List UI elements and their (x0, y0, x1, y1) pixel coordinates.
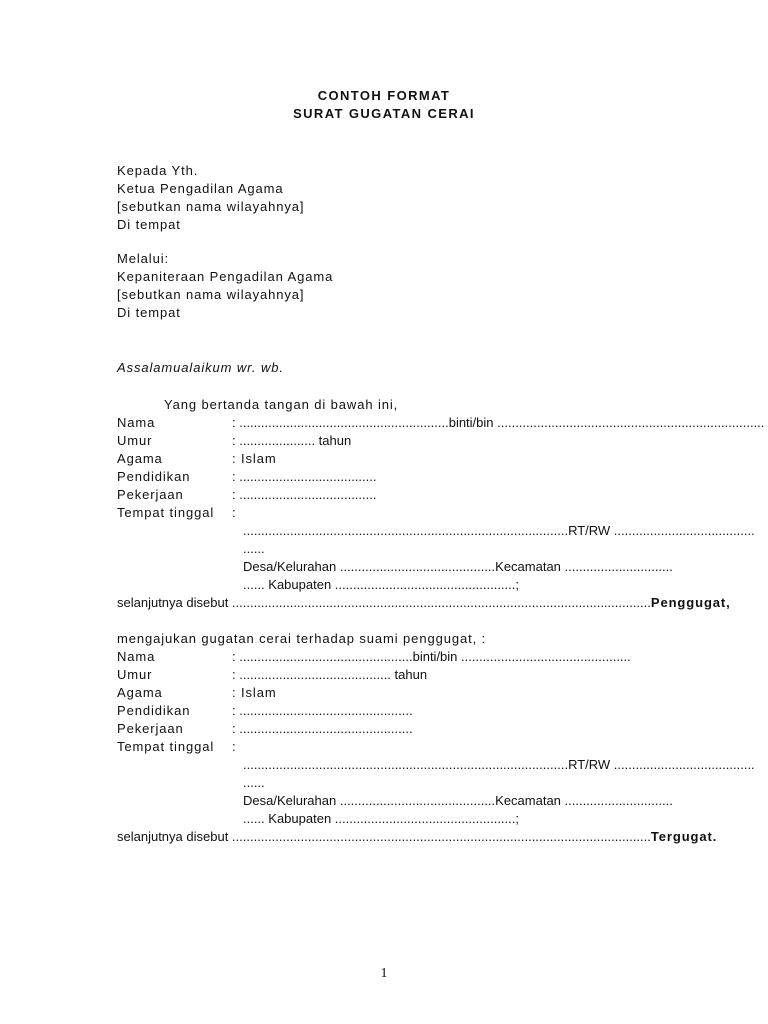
field-value-nama: : ................................................binti/bin ............................................... (232, 649, 631, 664)
address-line: ...... (243, 775, 265, 790)
address-line: ..........................................................................................RT/RW ....................................... (243, 757, 755, 772)
address-line: Desa/Kelurahan ...........................................Kecamatan .............................. (243, 559, 673, 574)
field-label-tempat-tinggal: Tempat tinggal (117, 505, 215, 520)
field-label-pekerjaan: Pekerjaan (117, 721, 184, 736)
field-value-agama: : Islam (232, 685, 277, 700)
doc-title-line1: CONTOH FORMAT (317, 88, 451, 103)
lawsuit-statement: mengajukan gugatan cerai terhadap suami penggugat, : (117, 631, 487, 646)
intro-text: Yang bertanda tangan di bawah ini, (164, 397, 399, 412)
via-line: Di tempat (117, 305, 181, 320)
field-value-umur: : .......................................... tahun (232, 667, 428, 682)
field-value-pekerjaan: : ...................................... (232, 487, 377, 502)
addressee-line: [sebutkan nama wilayahnya] (117, 199, 305, 214)
field-value-pendidikan: : ................................................ (232, 703, 413, 718)
greeting: Assalamualaikum wr. wb. (117, 360, 284, 375)
field-value-pekerjaan: : ................................................ (232, 721, 413, 736)
addressee-line: Kepada Yth. (117, 163, 199, 178)
field-value-nama: : ..........................................................binti/bin .......................................................................... (232, 415, 765, 430)
field-label-tempat-tinggal: Tempat tinggal (117, 739, 215, 754)
field-label-nama: Nama (117, 415, 156, 430)
field-label-pendidikan: Pendidikan (117, 703, 191, 718)
doc-title-line2: SURAT GUGATAN CERAI (293, 106, 475, 121)
via-line: Melalui: (117, 251, 169, 266)
addressee-line: Ketua Pengadilan Agama (117, 181, 284, 196)
field-value-tempat-tinggal: : (232, 505, 237, 520)
role-penggugat: Penggugat, (650, 595, 731, 610)
field-label-agama: Agama (117, 451, 163, 466)
address-line: ...... (243, 541, 265, 556)
page-number: 1 (380, 966, 388, 981)
field-label-nama: Nama (117, 649, 156, 664)
address-line: Desa/Kelurahan ...........................................Kecamatan .............................. (243, 793, 673, 808)
designation-prefix: selanjutnya disebut .................................................................................................................... (117, 829, 651, 844)
address-line: ...... Kabupaten ..................................................; (243, 811, 519, 826)
address-line: ..........................................................................................RT/RW ....................................... (243, 523, 755, 538)
field-label-agama: Agama (117, 685, 163, 700)
field-value-umur: : ..................... tahun (232, 433, 352, 448)
field-label-pekerjaan: Pekerjaan (117, 487, 184, 502)
field-label-umur: Umur (117, 667, 153, 682)
designation-line (117, 828, 718, 845)
address-line: ...... Kabupaten ..................................................; (243, 577, 519, 592)
field-label-pendidikan: Pendidikan (117, 469, 191, 484)
field-value-pendidikan: : ...................................... (232, 469, 377, 484)
addressee-line: Di tempat (117, 217, 181, 232)
via-line: Kepaniteraan Pengadilan Agama (117, 269, 334, 284)
role-tergugat: Tergugat. (650, 829, 718, 844)
designation-prefix: selanjutnya disebut .................................................................................................................... (117, 595, 651, 610)
field-value-tempat-tinggal: : (232, 739, 237, 754)
via-line: [sebutkan nama wilayahnya] (117, 287, 305, 302)
designation-line (117, 594, 731, 611)
field-label-umur: Umur (117, 433, 153, 448)
field-value-agama: : Islam (232, 451, 277, 466)
